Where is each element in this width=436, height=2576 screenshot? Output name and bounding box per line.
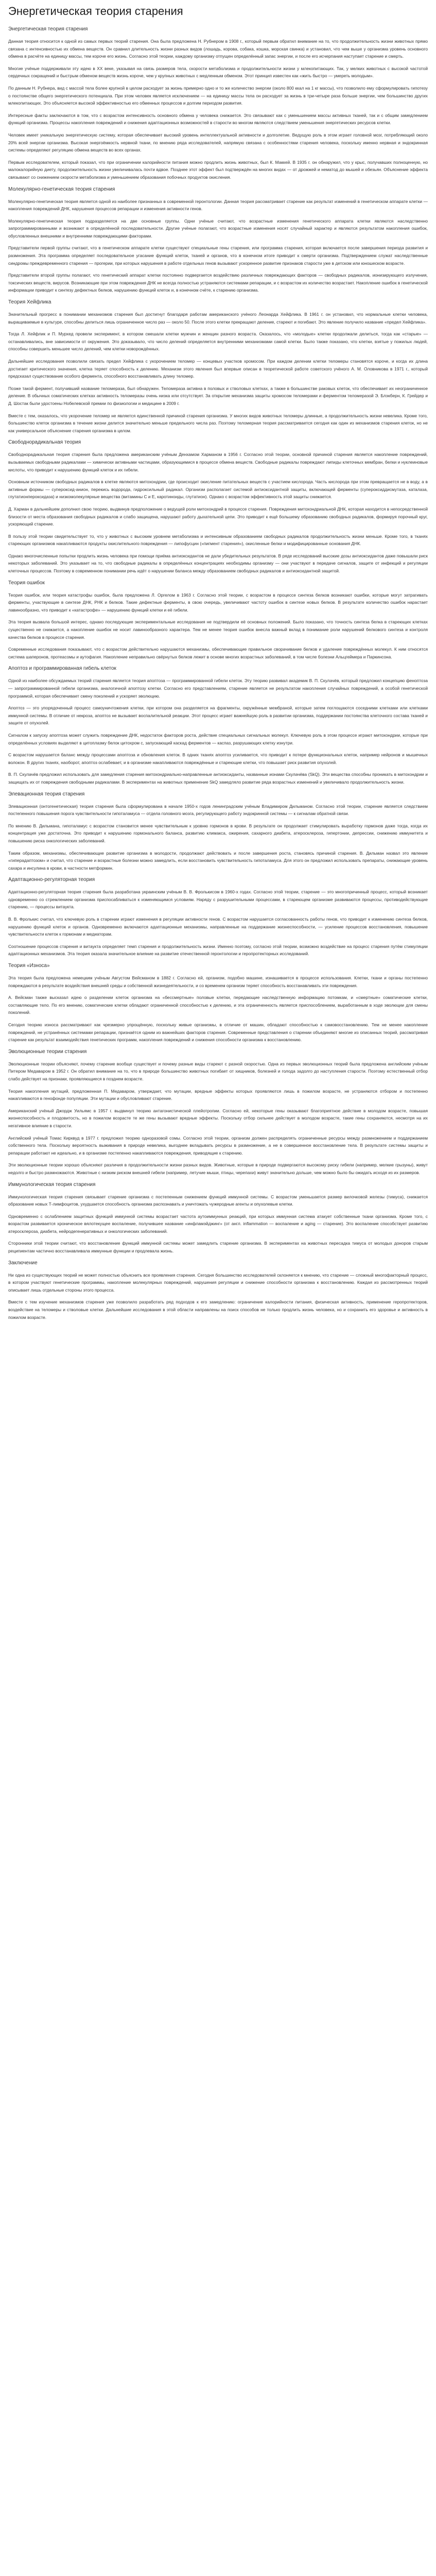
paragraph: Сегодня теорию износа рассматривают как чрезмерно упрощённую, поскольку живые организмы, в отличие от машин, обладают способностью к самовосстановлению. Тем не менее накопление повреждений, не устранённых системами репарации, признаётся одним из важнейших факторов старения. Современные представления о старении объединяют многие из описанных теорий, рассматривая старение как результат взаимодействия генетических программ, накопления повреждений и снижения способности организма к восстановлению. (8, 1022, 428, 1043)
section-heading: Свободнорадикальная теория (8, 439, 81, 446)
article-section (8, 580, 428, 661)
paragraph: Теория накопления мутаций, предложенная П. Медаваром, утверждает, что мутации, вредные эффекты которых проявляются лишь в пожилом возрасте, не устраняются отбором и постепенно накапливаются в генофонде популяции. Эти мутации и обусловливают старение. (8, 1088, 428, 1101)
paragraph: Представители первой группы считают, что в генетическом аппарате клетки существуют специальные гены старения, или программа старения, которая включается после завершения периода развития и размножения. Эта программа определяет последовательное угасание функций клеток, тканей и органов, что в конечном итоге приводит к смерти организма. Подтверждением служат наследственные синдромы преждевременного старения — прогерии, при которых нарушения в работе отдельных генов вызывают ускоренное развитие признаков старости уже в детском или юношеском возрасте. (8, 245, 428, 266)
paragraph: Элевационная (онтогенетическая) теория старения была сформулирована в начале 1950-х годов ленинградским учёным Владимиром Дильманом. Согласно этой теории, старение является следствием постепенного повышения порога чувствительности гипоталамуса — отдела головного мозга, регулирующего работу эндокринной системы — к сигналам обратной связи. (8, 803, 428, 817)
paragraph: Данная теория относится к одной из самых первых теорий старения. Она была предложена Н. Рубнером в 1908 г., который первым обратил внимание на то, что продолжительность жизни животных прямо связана с интенсивностью их обмена веществ. Он сравнил длительность жизни разных видов (лошадь, корова, собака, кошка, морская свинка) и установил, что чем выше у организма уровень основного обмена в расчёте на единицу массы, тем короче его жизнь. Согласно этой теории, каждому организму отпущен определённый запас энергии, и после его исчерпания наступает старение и смерть. (8, 39, 428, 59)
paragraph: Одновременно с ослаблением защитных функций иммунной системы возрастает частота аутоиммунных реакций, при которых иммунная система атакует собственные ткани организма. Кроме того, с возрастом развивается хроническое вялотекущее воспаление, получившее название «инфламэйджинг» (от англ. inflammation — воспаление и aging — старение). Это воспаление способствует развитию атеросклероза, диабета, нейродегенеративных и онкологических заболеваний. (8, 1213, 428, 1234)
article-section (8, 1260, 428, 1321)
paragraph: В. П. Скулачёв предложил использовать для замедления старения митохондриально-направленные антиоксиданты, названные ионами Скулачёва (SkQ). Эти вещества способны проникать в митохондрии и защищать их от повреждения свободными радикалами. В экспериментах на животных применение SkQ замедляло развитие ряда возрастных изменений и увеличивало продолжительность жизни. (8, 772, 428, 785)
paragraph: Адаптационно-регуляторная теория старения была разработана украинским учёным В. В. Фролькисом в 1960-х годах. Согласно этой теории, старение — это многопричинный процесс, который возникает одновременно со стремлением организма приспосабливаться к изменяющимся условиям. Наряду с разрушительными процессами, в стареющем организме развиваются процессы, противодействующие старению, — процессы витаукта. (8, 889, 428, 910)
paragraph: Представители второй группы полагают, что генетический аппарат клетки постоянно подвергается воздействию различных повреждающих факторов — свободных радикалов, ионизирующего излучения, токсических веществ, вирусов. Возникающие при этом повреждения ДНК не всегда полностью устраняются системами репарации, и с возрастом их количество возрастает. Накопление ошибок в генетической информации приводит к синтезу дефектных белков, нарушению функций клеток и, в конечном счёте, к старению организма. (8, 273, 428, 293)
section-heading: Молекулярно-генетическая теория старения (8, 186, 115, 192)
paragraph: Таким образом, механизмы, обеспечивающие развитие организма в молодости, продолжают действовать и после завершения роста, становясь причиной старения. В. Дильман назвал это явление «гиперадаптозом» и считал, что старение и возрастные болезни можно замедлить, если восстановить чувствительность гипоталамуса. Для этого он предложил использовать препараты, снижающие уровень сахара и инсулина в крови, в частности метформин. (8, 850, 428, 871)
article-section (8, 1181, 428, 1255)
article-section (8, 299, 428, 434)
paragraph: С возрастом нарушается баланс между процессами апоптоза и обновления клеток. В одних тканях апоптоз усиливается, что приводит к потере функциональных клеток, например нейронов и мышечных волокон. В других тканях, наоборот, апоптоз ослабевает, и в организме накапливаются повреждённые и стареющие клетки, что повышает риск развития опухолей. (8, 752, 428, 765)
paragraph: Сигналом к запуску апоптоза может служить повреждение ДНК, недостаток факторов роста, действие специальных сигнальных молекул. Ключевую роль в этом процессе играют митохондрии, которые при определённых условиях выделяют в цитоплазму белок цитохром с, запускающий каскад ферментов — каспаз, разрушающих клетку изнутри. (8, 732, 428, 745)
paragraph: Теория ошибок, или теория катастрофы ошибок, была предложена Л. Оргелом в 1963 г. Согласно этой теории, с возрастом в процессе синтеза белков возникают ошибки, которые могут затрагивать ферменты, участвующие в синтезе ДНК, РНК и белков. Такие дефектные ферменты, в свою очередь, увеличивают частоту ошибок в синтезе новых белков. В результате количество ошибок нарастает лавинообразно, что приводит к «катастрофе» — нарушению функций клетки и её гибели. (8, 592, 428, 613)
article-section (8, 26, 428, 181)
article-section (8, 876, 428, 958)
article-section (8, 1048, 428, 1177)
paragraph: Вместе с тем, оказалось, что укорочение теломер не является единственной причиной старения организма. У многих видов животных теломеры длинные, а продолжительность жизни невелика. Кроме того, большинство клеток организма в течение жизни делится значительно меньше предельного числа раз. Поэтому теломерная теория рассматривается сегодня как один из механизмов старения клеток, но не как универсальное объяснение старения организма в целом. (8, 413, 428, 433)
paragraph: Эта теория вызвала большой интерес, однако последующие экспериментальные исследования не подтвердили её основных положений. Было показано, что точность синтеза белка в стареющих клетках существенно не снижается, а накопление ошибок не носит лавинообразного характера. Тем не менее теория ошибок внесла важный вклад в понимание роли нарушений белкового синтеза и контроля качества белков в процессе старения. (8, 619, 428, 640)
paragraph: Апоптоз — это упорядоченный процесс самоуничтожения клетки, при котором она разделяется на фрагменты, окружённые мембраной, которые затем поглощаются соседними клетками или клетками иммунной системы. В отличие от некроза, апоптоз не вызывает воспалительной реакции. Этот процесс играет важнейшую роль в развитии организма, поддержании постоянства клеточного состава тканей и защите от опухолей. (8, 705, 428, 726)
paragraph: Соотношение процессов старения и витаукта определяет темп старения и продолжительность жизни. Именно поэтому, согласно этой теории, возможно воздействие на процесс старения путём стимуляции адаптационных механизмов. Эта теория оказала значительное влияние на развитие отечественной геронтологии и геропротекторных исследований. (8, 943, 428, 957)
section-heading: Заключение (8, 1260, 38, 1266)
paragraph: Основным источником свободных радикалов в клетке являются митохондрии, где происходит окисление питательных веществ с участием кислорода. Часть кислорода при этом превращается не в воду, а в активные формы — супероксид-анион, перекись водорода, гидроксильный радикал. Организм располагает системой антиоксидантной защиты, включающей ферменты (супероксиддисмутаза, каталаза, глутатионпероксидаза) и низкомолекулярные вещества (витамины С и Е, каротиноиды, глутатион). Однако с возрастом эффективность этой защиты снижается. (8, 479, 428, 500)
paragraph: По данным Н. Рубнера, вид с массой тела более крупной в целом расходует за жизнь примерно одно и то же количество энергии (около 800 ккал на 1 кг массы), что позволило ему сформулировать гипотезу о постоянстве общего энергетического потенциала. При этом человек является исключением — на единицу массы тела он расходует за жизнь в три-четыре раза больше энергии, чем большинство других млекопитающих. Это объясняется высокой эффективностью его обменных процессов и долгим периодом развития. (8, 85, 428, 106)
section-heading: Адаптационно-регуляторная теория (8, 877, 95, 883)
paragraph: Молекулярно-генетическая теория является одной из наиболее признанных в современной геронтологии. Данная теория рассматривает старение как результат изменений в генетическом аппарате клетки — накопления повреждений ДНК, нарушения процессов репарации и изменения активности генов. (8, 198, 428, 212)
paragraph: По мнению В. Дильмана, гипоталамус с возрастом становится менее чувствительным к уровню гормонов в крови. В результате он продолжает стимулировать выработку гормонов даже тогда, когда их концентрация уже достаточна. Это приводит к нарушению гормонального баланса, развитию климакса, ожирения, сахарного диабета, атеросклероза, гипертонии, депрессии, снижению иммунитета и повышению риска онкологических заболеваний. (8, 823, 428, 843)
paragraph: Позже такой фермент, получивший название теломераза, был обнаружен. Теломераза активна в половых и стволовых клетках, а также в большинстве раковых клеток, что обеспечивает их неограниченное деление. В обычных соматических клетках активность теломеразы очень низка или отсутствует. За открытие механизма защиты хромосом теломерами и ферментом теломеразой Э. Блэкберн, К. Грейдер и Д. Шостак были удостоены Нобелевской премии по физиологии и медицине в 2009 г. (8, 385, 428, 406)
article-section (8, 791, 428, 872)
paragraph: Свободнорадикальная теория старения была предложена американским учёным Денхамом Харманом в 1956 г. Согласно этой теории, основной причиной старения является накопление повреждений, вызываемых свободными радикалами — химически активными частицами, образующимися в процессе обмена веществ. Свободные радикалы повреждают липиды клеточных мембран, белки и нуклеиновые кислоты, что приводит к нарушению функций клеток и их гибели. (8, 452, 428, 472)
paragraph: Эти эволюционные теории хорошо объясняют различия в продолжительности жизни разных видов. Животные, которые в природе подвергаются высокому риску гибели (например, мелкие грызуны), живут недолго и быстро размножаются. Животные с низким риском внешней гибели (например, летучие мыши, птицы, черепахи) живут значительно дольше, чем можно было бы ожидать исходя из их размеров. (8, 1162, 428, 1175)
section-heading: Иммунологическая теория старения (8, 1181, 96, 1188)
section-heading: Апоптоз и программированная гибель клеток (8, 666, 116, 672)
article-section (8, 962, 428, 1044)
article-section (8, 186, 428, 295)
paragraph: Одной из наиболее обсуждаемых теорий старения является теория апоптоза — программированной гибели клеток. Эту теорию развивал академик В. П. Скулачёв, который предложил концепцию феноптоза — запрограммированной гибели организма, аналогичной апоптозу клетки. Согласно его представлениям, старение является не результатом накопления случайных повреждений, а особой генетической программой, которая обеспечивает смену поколений и ускоряет эволюцию. (8, 678, 428, 699)
paragraph: Однако многочисленные попытки продлить жизнь человека при помощи приёма антиоксидантов не дали убедительных результатов. В ряде исследований высокие дозы антиоксидантов даже повышали риск некоторых заболеваний. Это указывает на то, что свободные радикалы в определённых концентрациях необходимы организму — они участвуют в передаче сигналов, защите от инфекций и регуляции клеточных процессов. Поэтому в современном понимании речь идёт о нарушении баланса между образованием свободных радикалов и антиоксидантной защитой. (8, 553, 428, 574)
page-title: Энергетическая теория старения (8, 5, 183, 18)
paragraph: Многие учёные поддерживали эту идею в ХХ веке, указывая на связь размеров тела, скорости метаболизма и продолжительности жизни у млекопитающих. Так, у мелких животных с высокой частотой сердечных сокращений и быстрым обменом веществ жизнь короче, чем у крупных животных с медленным обменом. Этот принцип известен как «жить быстро — умереть молодым». (8, 65, 428, 79)
section-heading: Эволюционные теории старения (8, 1048, 87, 1055)
paragraph: Первым исследователем, который показал, что при ограничении калорийности питания можно продлить жизнь животных, был К. Маккей. В 1935 г. он обнаружил, что у крыс, получавших полноценную, но малокалорийную диету, продолжительность жизни увеличивалась почти вдвое. Позднее этот эффект был подтверждён на многих видах — от дрожжей и нематод до мышей и обезьян. Объяснение эффекта связывают со снижением скорости метаболизма и уменьшением образования побочных продуктов окисления. (8, 159, 428, 180)
paragraph: Значительный прогресс в понимании механизмов старения был достигнут благодаря работам американского учёного Леонарда Хейфлика. В 1961 г. он установил, что нормальные клетки человека, выращиваемые в культуре, способны делиться лишь ограниченное число раз — около 50. После этого клетки прекращают деление, стареют и погибают. Это явление получило название «предел Хейфлика». (8, 312, 428, 325)
paragraph: Американский учёный Джордж Уильямс в 1957 г. выдвинул теорию антагонистической плейотропии. Согласно ей, некоторые гены оказывают благоприятное действие в молодом возрасте, повышая жизнеспособность и плодовитость, но в пожилом возрасте те же гены вызывают вредные эффекты. Поскольку отбор сильнее действует в молодом возрасте, такие гены сохраняются, несмотря на их негативное влияние в старости. (8, 1108, 428, 1128)
paragraph: Ни одна из существующих теорий не может полностью объяснить все проявления старения. Сегодня большинство исследователей склоняется к мнению, что старение — сложный многофакторный процесс, в котором участвуют генетические программы, накопление молекулярных повреждений, нарушения регуляции и снижение способности организма к восстановлению. Каждая из рассмотренных теорий описывает лишь отдельные стороны этого процесса. (8, 1272, 428, 1293)
article-section (8, 439, 428, 574)
paragraph: Молекулярно-генетическая теория подразделяется на две основные группы. Одни учёные считают, что возрастные изменения генетического аппарата клетки являются наследственно запрограммированными и возникают в определённой последовательности. Другие учёные полагают, что возрастные изменения носят случайный характер и являются результатом накопления ошибок, обусловленных внешними и внутренними повреждающими факторами. (8, 218, 428, 239)
article-body (8, 26, 428, 1321)
paragraph: Эта теория была предложена немецким учёным Августом Вейсманом в 1882 г. Согласно ей, организм, подобно машине, изнашивается в процессе использования. Клетки, ткани и органы постепенно повреждаются в результате воздействия внешней среды и собственной жизнедеятельности, и со временем организм теряет способность восстанавливать эти повреждения. (8, 975, 428, 988)
section-heading: Теория «Износа» (8, 963, 50, 969)
paragraph: Иммунологическая теория старения связывает старение организма с постепенным снижением функций иммунной системы. С возрастом уменьшается размер вилочковой железы (тимуса), снижается образование новых Т-лимфоцитов, ухудшается способность организма распознавать и уничтожать чужеродные агенты и опухолевые клетки. (8, 1194, 428, 1207)
section-heading: Теория ошибок (8, 580, 45, 586)
paragraph: Сторонники этой теории считают, что восстановление функций иммунной системы может замедлить старение организма. В экспериментах на животных пересадка тимуса от молодых доноров старым реципиентам частично восстанавливала иммунные функции и продлевала жизнь. (8, 1241, 428, 1254)
paragraph: Интересные факты заключаются в том, что с возрастом интенсивность основного обмена у человека снижается. Это связывают как с уменьшением массы активных тканей, так и с общим замедлением функций организма. Процессы накопления повреждений и снижения адаптационных возможностей в старости во многом являются следствием уменьшения энергетических ресурсов клетки. (8, 112, 428, 126)
article-section (8, 665, 428, 786)
section-heading: Элевационная теория старения (8, 791, 85, 797)
section-heading: Энергетическая теория старения (8, 26, 88, 32)
paragraph: Английский учёный Томас Кирквуд в 1977 г. предложил теорию одноразовой сомы. Согласно этой теории, организм должен распределять ограниченные ресурсы между размножением и поддержанием собственного тела. Поскольку вероятность выживания в природе невелика, выгоднее вкладывать ресурсы в размножение, а не в совершенное восстановление тела. В результате системы защиты и репарации работают не идеально, и в организме постепенно накапливаются повреждения, приводящие к старению. (8, 1135, 428, 1156)
paragraph: Дальнейшие исследования позволили связать предел Хейфлика с укорочением теломер — концевых участков хромосом. При каждом делении клетки теломеры становятся короче, и когда их длина достигает критического значения, клетка теряет способность к делению. Механизм этого явления был впервые описан в теоретической работе советского учёного А. М. Оловникова в 1971 г., который предсказал существование особого фермента, способного восстанавливать длину теломер. (8, 359, 428, 379)
paragraph: Современные исследования показывают, что с возрастом действительно нарушаются механизмы, обеспечивающие правильное сворачивание белков и удаление повреждённых молекул. К ним относятся система шаперонов, протеасомы и аутофагия. Накопление неправильно свёрнутых белков лежит в основе многих возрастных заболеваний, в том числе болезни Альцгеймера и Паркинсона. (8, 647, 428, 659)
paragraph: Человек имеет уникальную энергетическую систему, которая обеспечивает высокий уровень интеллектуальной активности и долголетие. Ведущую роль в этом играет головной мозг, потребляющий около 20% всей энергии организма. Высокая энергоёмкость нервной ткани, по мнению ряда исследователей, напрямую связана с особенностями старения человека, поскольку именно нервная и эндокринная системы определяют регуляцию обмена веществ во всех органах. (8, 132, 428, 153)
paragraph: Эволюционные теории объясняют, почему старение вообще существует и почему разные виды стареют с разной скоростью. Одна из первых эволюционных теорий была предложена английским учёным Питером Медаваром в 1952 г. Он обратил внимание на то, что в природе большинство животных погибает от хищников, болезней и голода задолго до наступления старости. Поэтому естественный отбор слабо действует на признаки, проявляющиеся в позднем возрасте. (8, 1061, 428, 1081)
paragraph: А. Вейсман также высказал идею о разделении клеток организма на «бессмертные» половые клетки, передающие наследственную информацию потомкам, и «смертные» соматические клетки, составляющие тело. По его мнению, соматические клетки обладают ограниченной способностью к делению, и эта ограниченность является приспособлением, выработанным в ходе эволюции для смены поколений. (8, 995, 428, 1015)
paragraph: Вместе с тем изучение механизмов старения уже позволило разработать ряд подходов к его замедлению: ограничение калорийности питания, физическая активность, применение геропротекторов, воздействие на теломеры и стволовые клетки. Дальнейшие исследования в этой области направлены на поиск способов не только продлить жизнь человека, но и сохранить его здоровье и активность в пожилом возрасте. (8, 1299, 428, 1320)
paragraph: Д. Харман в дальнейшем дополнил свою теорию, выдвинув предположение о ведущей роли митохондрий в процессе старения. Повреждения митохондриальной ДНК, которая находится в непосредственной близости от места образования свободных радикалов и слабо защищена, нарушают работу дыхательной цепи. Это приводит к ещё большему образованию свободных радикалов, формируя порочный круг, ускоряющий старение. (8, 506, 428, 527)
paragraph: Тогда Л. Хейфлик и П. Мурхед провели эксперимент, в котором смешали клетки мужчин и женщин разного возраста. Оказалось, что «молодые» клетки продолжали делиться, тогда как «старые» — останавливались, вне зависимости от окружения. Это доказывало, что число делений определяется внутренними механизмами самой клетки. Было также показано, что клетки, взятые у пожилых людей, способны совершить меньшее число делений, чем клетки новорождённых. (8, 331, 428, 352)
paragraph: В пользу этой теории свидетельствует то, что у животных с высоким уровнем метаболизма и интенсивным образованием свободных радикалов продолжительность жизни меньше. Кроме того, в тканях стареющих организмов накапливаются продукты окислительного повреждения — липофусцин («пигмент старения»), окисленные белки и модифицированные основания ДНК. (8, 533, 428, 547)
paragraph: В. В. Фролькис считал, что ключевую роль в старении играют изменения в регуляции активности генов. С возрастом нарушается согласованность работы генов, что приводит к изменению синтеза белков, нарушению функций клеток и органов. Одновременно включаются адаптационные механизмы, направленные на поддержание жизнеспособности, — усиление процессов восстановления, повышение чувствительности клеток к гормонам и медиаторам. (8, 917, 428, 937)
section-heading: Теория Хейфлика (8, 299, 51, 306)
